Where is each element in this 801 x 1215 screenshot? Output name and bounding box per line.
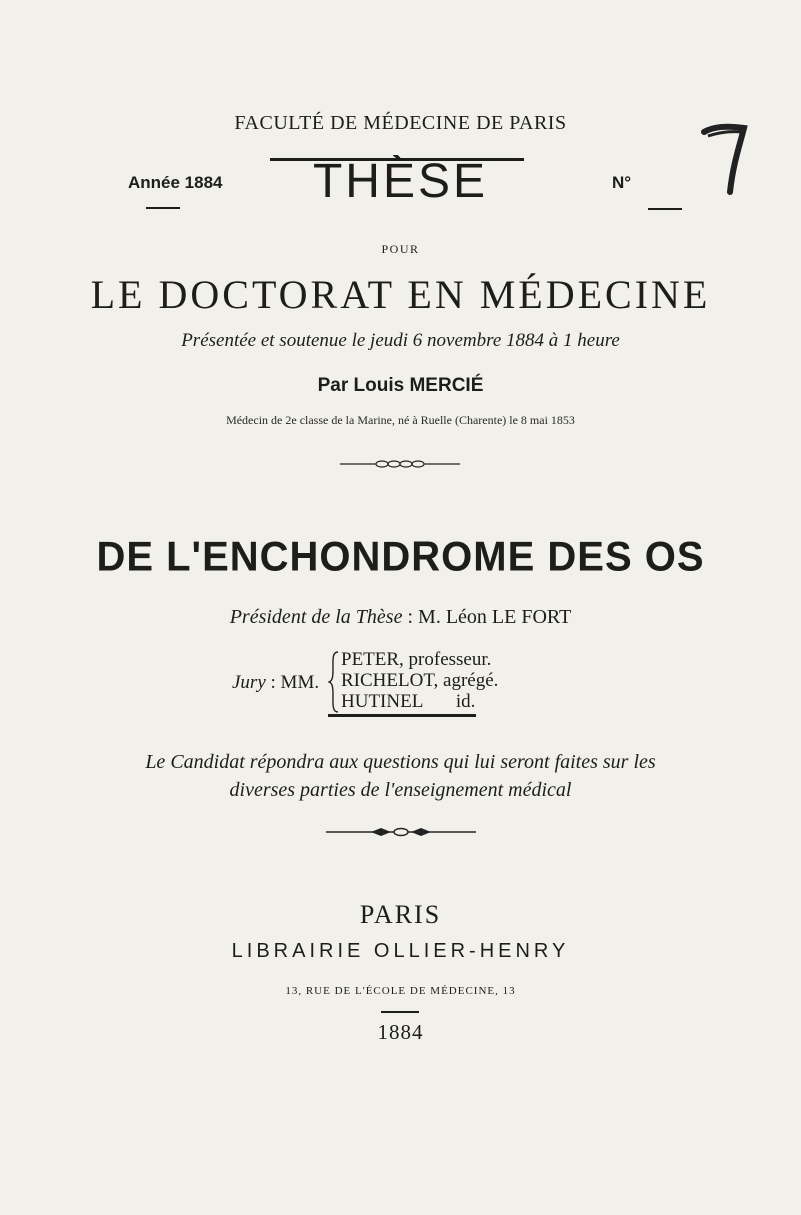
- jury-brace: [328, 650, 340, 719]
- numero-rule: [648, 208, 682, 210]
- subject-title: DE L'ENCHONDROME DES OS: [96, 533, 705, 581]
- president-label: Président de la Thèse: [229, 606, 403, 628]
- author-par: Par: [317, 375, 349, 396]
- ornament-icon: [340, 459, 460, 469]
- these-title: THÈSE: [312, 155, 489, 208]
- author-line: [0, 375, 801, 397]
- jury-member: HUTINEL id.: [341, 691, 476, 712]
- pour-label: POUR: [381, 242, 420, 256]
- jury-member: RICHELOT, agrégé.: [341, 670, 499, 691]
- candidat-line: Le Candidat répondra aux questions qui lui seront faites sur les: [145, 751, 656, 773]
- author-name: Louis MERCIÉ: [353, 375, 484, 396]
- faculty-heading: FACULTÉ DE MÉDECINE DE PARIS: [234, 112, 567, 134]
- jury-rule: [328, 714, 476, 717]
- address-rule: [381, 1011, 419, 1013]
- publication-year: 1884: [377, 1020, 424, 1044]
- brace-icon: [328, 650, 340, 714]
- president-line: [0, 606, 801, 629]
- presentation-line: Présentée et soutenue le jeudi 6 novembre 1884 à 1 heure: [181, 330, 620, 351]
- ornament-divider: [326, 824, 476, 842]
- president-separator: :: [402, 606, 419, 628]
- jury-member: PETER, professeur.: [341, 649, 492, 670]
- candidat-line: diverses parties de l'enseignement médical: [229, 779, 572, 801]
- publisher-name: LIBRAIRIE OLLIER-HENRY: [231, 940, 570, 962]
- publisher-city: PARIS: [359, 900, 442, 929]
- jury-separator: : MM.: [265, 672, 320, 693]
- annee-label: Année 1884: [128, 173, 223, 192]
- author-details: Médecin de 2e classe de la Marine, né à Ruelle (Charente) le 8 mai 1853: [226, 413, 575, 427]
- jury-label-line: [232, 672, 319, 694]
- doctorat-title: LE DOCTORAT EN MÉDECINE: [90, 272, 711, 317]
- president-name: M. Léon LE FORT: [418, 606, 572, 628]
- numero-label: N°: [612, 173, 632, 192]
- candidat-paragraph: [0, 748, 801, 804]
- jury-label: Jury: [232, 672, 266, 693]
- ornament-icon: [326, 827, 476, 837]
- ornament-divider: [340, 456, 460, 474]
- publisher-address: 13, RUE DE L'ÉCOLE DE MÉDECINE, 13: [285, 985, 516, 997]
